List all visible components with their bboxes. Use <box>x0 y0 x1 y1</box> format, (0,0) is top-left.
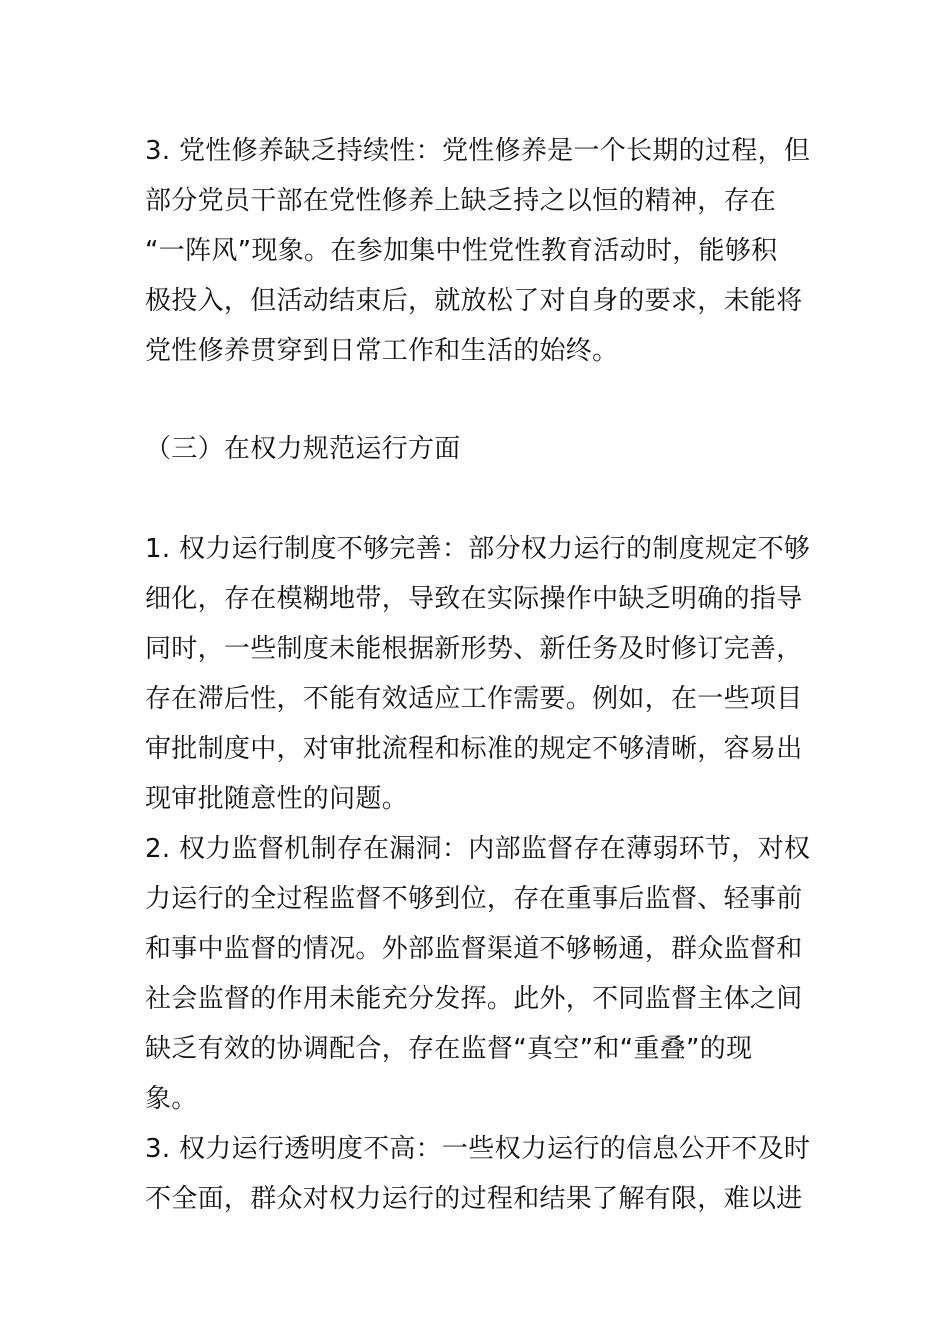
text-line: 现审批随意性的问题。 <box>145 784 409 814</box>
text-line: 存在滞后性，不能有效适应工作需要。例如，在一些项目 <box>145 684 803 714</box>
text-line: 1. 权力运行制度不够完善：部分权力运行的制度规定不够 <box>145 534 811 564</box>
text-line: 象。 <box>145 1084 198 1114</box>
text-line: 3. 党性修养缺乏持续性：党性修养是一个长期的过程，但 <box>145 136 811 166</box>
text-line: 审批制度中，对审批流程和标准的规定不够清晰，容易出 <box>145 734 803 764</box>
text-line: 社会监督的作用未能充分发挥。此外，不同监督主体之间 <box>145 984 803 1014</box>
text-line: 不全面，群众对权力运行的过程和结果了解有限，难以进 <box>145 1184 803 1214</box>
text-line: 3. 权力运行透明度不高：一些权力运行的信息公开不及时 <box>145 1134 811 1164</box>
text-line: 党性修养贯穿到日常工作和生活的始终。 <box>145 336 619 366</box>
text-line: 极投入，但活动结束后，就放松了对自身的要求，未能将 <box>145 286 803 316</box>
text-line: 缺乏有效的协调配合，存在监督“真空”和“重叠”的现 <box>145 1034 753 1064</box>
text-line: 同时，一些制度未能根据新形势、新任务及时修订完善， <box>145 634 803 664</box>
text-line: 细化，存在模糊地带，导致在实际操作中缺乏明确的指导 <box>145 584 803 614</box>
text-line: “一阵风”现象。在参加集中性党性教育活动时，能够积 <box>145 236 778 266</box>
text-line: 2. 权力监督机制存在漏洞：内部监督存在薄弱环节，对权 <box>145 834 811 864</box>
text-line: 部分党员干部在党性修养上缺乏持之以恒的精神，存在 <box>145 186 777 216</box>
text-line: 和事中监督的情况。外部监督渠道不够畅通，群众监督和 <box>145 934 803 964</box>
section-heading: （三）在权力规范运行方面 <box>145 434 461 464</box>
text-line: 力运行的全过程监督不够到位，存在重事后监督、轻事前 <box>145 884 803 914</box>
